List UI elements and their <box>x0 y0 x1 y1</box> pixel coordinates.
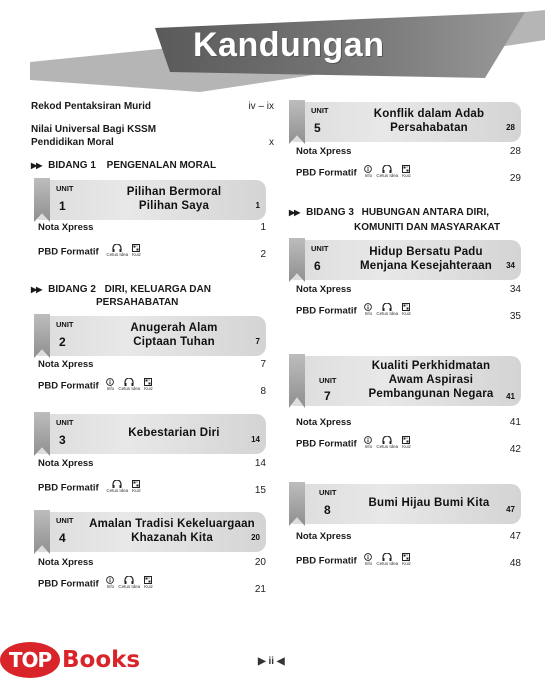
unit-page: 47 <box>506 505 515 514</box>
pbd-formatif-link[interactable] <box>296 165 411 179</box>
logo-books: Books <box>62 647 141 673</box>
cetus-idea-icon[interactable]: Cetus Idea <box>376 436 398 450</box>
unit-title-line1: Kualiti Perkhidmatan <box>371 360 491 372</box>
pbd-page: 29 <box>509 173 521 184</box>
unit-title <box>94 321 254 349</box>
pbd-page: 48 <box>509 558 521 569</box>
info-icon[interactable]: Info <box>106 378 114 392</box>
kuiz-icon[interactable]: Kuiz <box>402 553 411 567</box>
bidang-label: BIDANG 3 <box>306 207 354 218</box>
bidang-3-heading <box>289 207 489 218</box>
unit-2-header[interactable] <box>34 316 266 356</box>
unit-title <box>86 517 258 545</box>
arrow-left-icon: ◀ <box>276 656 285 667</box>
nota-xpress-link[interactable]: Nota Xpress <box>38 359 94 370</box>
header-banner <box>0 0 545 92</box>
kuiz-icon[interactable]: Kuiz <box>132 480 141 494</box>
unit-7-header[interactable] <box>289 356 521 406</box>
bidang-2-title-line2: PERSAHABATAN <box>96 297 179 308</box>
unit-page: 14 <box>251 435 260 444</box>
page-number-text: ii <box>268 656 275 667</box>
unit-label: UNIT <box>311 106 329 115</box>
unit-label: UNIT <box>56 516 74 525</box>
unit-4-header[interactable] <box>34 512 266 552</box>
pbd-page: 2 <box>260 249 266 260</box>
info-icon[interactable]: Info <box>106 576 114 590</box>
cetus-idea-icon[interactable]: Cetus Idea <box>106 244 128 258</box>
unit-number: 8 <box>324 503 331 517</box>
nota-xpress-link[interactable]: Nota Xpress <box>296 417 352 428</box>
unit-page: 1 <box>255 201 260 210</box>
pbd-label: PBD Formatif <box>38 380 99 392</box>
topbooks-logo <box>0 640 140 680</box>
unit-title <box>94 185 254 213</box>
unit-label: UNIT <box>311 244 329 253</box>
cetus-idea-icon[interactable]: Cetus Idea <box>118 576 140 590</box>
info-icon[interactable]: Info <box>364 553 372 567</box>
unit-title-line1: Anugerah Alam <box>130 322 218 334</box>
cetus-idea-icon[interactable]: Cetus Idea <box>376 553 398 567</box>
unit-label: UNIT <box>319 488 337 497</box>
pbd-page: 8 <box>260 386 266 397</box>
pbd-icons <box>106 244 141 258</box>
unit-title <box>351 359 511 401</box>
unit-title <box>94 426 254 440</box>
double-arrow-icon: ▶▶ <box>31 285 42 294</box>
pbd-formatif-link[interactable] <box>38 378 153 392</box>
pbd-label: PBD Formatif <box>296 305 357 317</box>
toc-page-nilai: x <box>269 137 274 148</box>
page-number <box>258 656 285 667</box>
unit-label: UNIT <box>56 184 74 193</box>
unit-title <box>341 245 511 273</box>
cetus-idea-icon[interactable]: Cetus Idea <box>376 303 398 317</box>
nota-page: 7 <box>260 359 266 370</box>
nota-page: 14 <box>254 458 266 469</box>
unit-1-header[interactable] <box>34 180 266 220</box>
unit-label: UNIT <box>319 376 337 385</box>
pbd-page: 15 <box>254 485 266 496</box>
unit-6-header[interactable] <box>289 240 521 280</box>
unit-label: UNIT <box>56 320 74 329</box>
nota-page: 28 <box>509 146 521 157</box>
bidang-label: BIDANG 1 <box>48 160 96 171</box>
pbd-icons <box>364 553 411 567</box>
pbd-formatif-link[interactable] <box>38 244 141 258</box>
unit-title <box>349 107 509 135</box>
unit-number: 3 <box>59 433 66 447</box>
unit-number: 7 <box>324 389 331 403</box>
bidang-1-heading <box>31 160 216 171</box>
toc-entry-nilai-line2[interactable]: Pendidikan Moral <box>31 137 114 148</box>
pbd-icons <box>364 165 411 179</box>
pbd-icons <box>364 303 411 317</box>
bidang-title: DIRI, KELUARGA DAN <box>104 284 211 295</box>
double-arrow-icon: ▶▶ <box>31 161 42 170</box>
bidang-2-heading <box>31 282 211 297</box>
unit-page: 34 <box>506 261 515 270</box>
kuiz-icon[interactable]: Kuiz <box>402 436 411 450</box>
pbd-formatif-link[interactable] <box>296 436 411 450</box>
nota-page: 34 <box>509 284 521 295</box>
unit-title-line1: Kebestarian Diri <box>128 427 220 439</box>
pbd-formatif-link[interactable] <box>38 480 141 494</box>
unit-title-line2: Persahabatan <box>390 122 468 134</box>
nota-xpress-link[interactable]: Nota Xpress <box>38 458 94 469</box>
nota-xpress-link[interactable]: Nota Xpress <box>296 284 352 295</box>
unit-label: UNIT <box>56 418 74 427</box>
unit-5-header[interactable] <box>289 102 521 142</box>
nota-page: 20 <box>254 557 266 568</box>
nota-xpress-link[interactable]: Nota Xpress <box>38 222 94 233</box>
toc-entry-rekod[interactable]: Rekod Pentaksiran Murid <box>31 101 152 112</box>
cetus-idea-icon[interactable]: Cetus Idea <box>106 480 128 494</box>
unit-title <box>349 496 509 510</box>
bidang-3-title-line2: KOMUNITI DAN MASYARAKAT <box>354 222 501 233</box>
unit-3-header[interactable] <box>34 414 266 454</box>
logo-top: TOP <box>0 642 60 678</box>
nota-xpress-link[interactable]: Nota Xpress <box>38 557 94 568</box>
unit-page: 28 <box>506 123 515 132</box>
kuiz-icon[interactable]: Kuiz <box>402 303 411 317</box>
unit-title-line2: Awam Aspirasi <box>388 374 474 386</box>
unit-title-line1: Hidup Bersatu Padu <box>369 246 483 258</box>
kuiz-icon[interactable]: Kuiz <box>402 165 411 179</box>
unit-title-line1: Amalan Tradisi Kekeluargaan <box>89 518 255 530</box>
arrow-right-icon: ▶ <box>258 656 266 667</box>
pbd-icons <box>364 436 411 450</box>
unit-title-line3: Pembangunan Negara <box>368 388 494 400</box>
unit-number: 6 <box>314 259 321 273</box>
pbd-formatif-link[interactable] <box>296 303 411 317</box>
unit-page: 7 <box>255 337 260 346</box>
bidang-title: PENGENALAN MORAL <box>106 160 217 171</box>
nota-page: 47 <box>509 531 521 542</box>
unit-title-line1: Pilihan Bermoral <box>126 186 222 198</box>
pbd-formatif-link[interactable] <box>296 553 411 567</box>
pbd-label: PBD Formatif <box>38 578 99 590</box>
unit-page: 20 <box>251 533 260 542</box>
info-icon[interactable]: Info <box>364 303 372 317</box>
unit-title-line2: Khazanah Kita <box>131 532 213 544</box>
pbd-label: PBD Formatif <box>296 167 357 179</box>
unit-number: 5 <box>314 121 321 135</box>
unit-title-line1: Konflik dalam Adab <box>373 108 485 120</box>
unit-title-line2: Ciptaan Tuhan <box>133 336 215 348</box>
info-icon[interactable]: Info <box>364 436 372 450</box>
double-arrow-icon: ▶▶ <box>289 208 300 217</box>
pbd-page: 35 <box>509 311 521 322</box>
page-title: Kandungan <box>193 26 385 64</box>
kuiz-icon[interactable]: Kuiz <box>144 378 153 392</box>
nota-xpress-link[interactable]: Nota Xpress <box>296 531 352 542</box>
unit-title-line2: Menjana Kesejahteraan <box>359 260 493 272</box>
pbd-label: PBD Formatif <box>38 482 99 494</box>
bidang-title: HUBUNGAN ANTARA DIRI, <box>361 207 490 218</box>
kuiz-icon[interactable]: Kuiz <box>132 244 141 258</box>
pbd-icons <box>106 576 153 590</box>
pbd-formatif-link[interactable] <box>38 576 153 590</box>
pbd-label: PBD Formatif <box>296 438 357 450</box>
cetus-idea-icon[interactable]: Cetus Idea <box>376 165 398 179</box>
pbd-icons <box>106 480 141 494</box>
nota-page: 41 <box>509 417 521 428</box>
nota-page: 1 <box>260 222 266 233</box>
toc-entry-nilai[interactable]: Nilai Universal Bagi KSSM <box>31 124 157 135</box>
unit-title-line1: Bumi Hijau Bumi Kita <box>368 497 490 509</box>
bidang-label: BIDANG 2 <box>48 284 96 295</box>
pbd-page: 42 <box>509 444 521 455</box>
pbd-label: PBD Formatif <box>38 246 99 258</box>
cetus-idea-icon[interactable]: Cetus Idea <box>118 378 140 392</box>
unit-number: 2 <box>59 335 66 349</box>
pbd-label: PBD Formatif <box>296 555 357 567</box>
nota-xpress-link[interactable]: Nota Xpress <box>296 146 352 157</box>
pbd-icons <box>106 378 153 392</box>
unit-title-line2: Pilihan Saya <box>138 200 210 212</box>
info-icon[interactable]: Info <box>364 165 372 179</box>
kuiz-icon[interactable]: Kuiz <box>144 576 153 590</box>
unit-page: 41 <box>506 392 515 401</box>
unit-number: 4 <box>59 531 66 545</box>
unit-number: 1 <box>59 199 66 213</box>
unit-8-header[interactable] <box>289 484 521 524</box>
toc-page-rekod: iv – ix <box>248 101 274 112</box>
pbd-page: 21 <box>254 584 266 595</box>
